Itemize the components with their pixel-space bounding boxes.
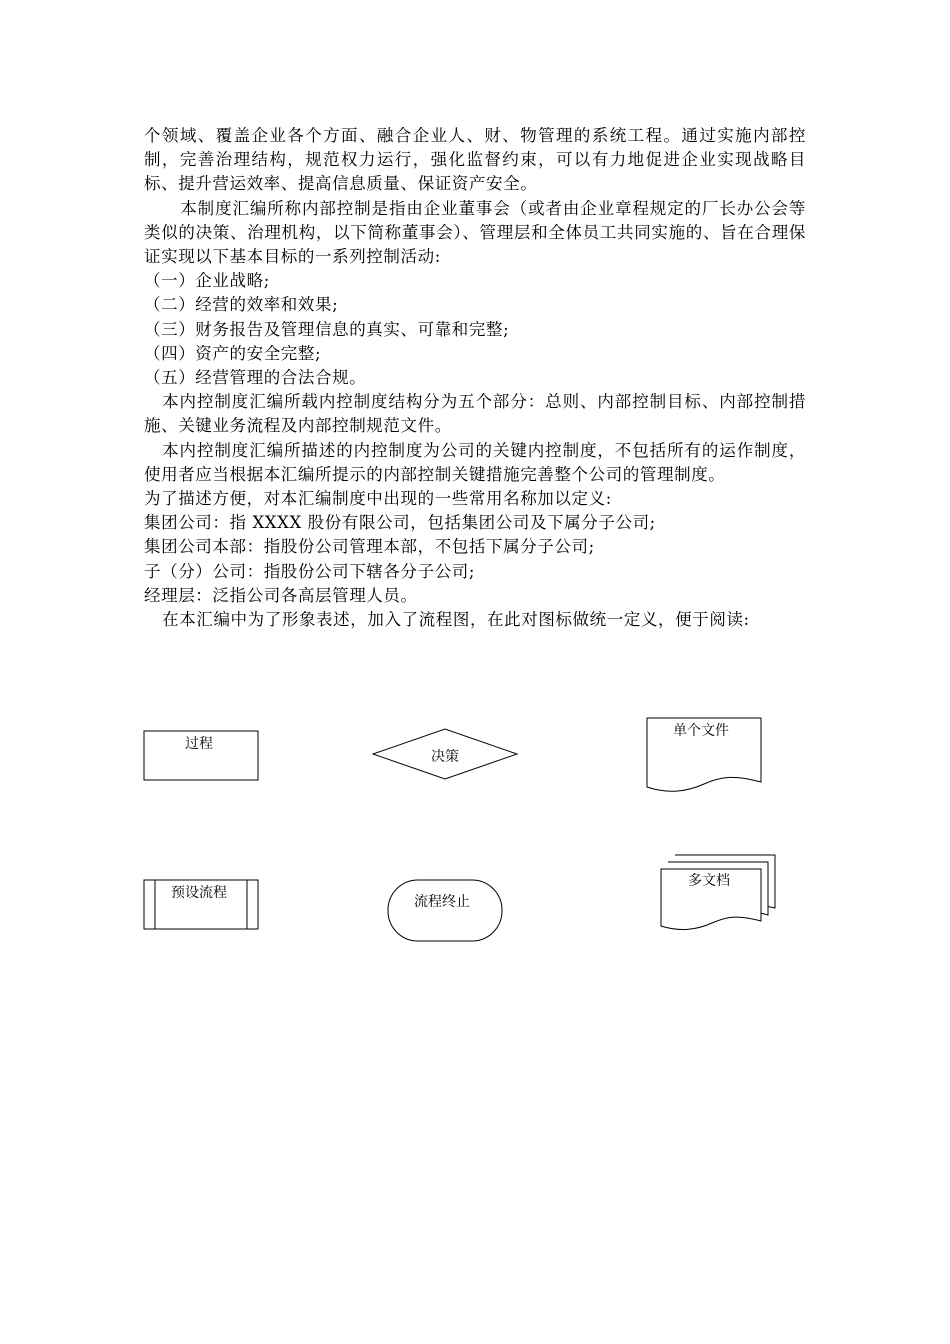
document-label: 单个文件 <box>673 723 729 739</box>
objective-4: （四）资产的安全完整; <box>144 343 322 363</box>
paragraph-structure: 本内控制度汇编所载内控制度结构分为五个部分：总则、内部控制目标、内部控制措施、关键业务流程及内部控制规范文件。 <box>144 392 806 436</box>
paragraph-flowchart-intro: 在本汇编中为了形象表述，加入了流程图，在此对图标做统一定义，便于阅读: <box>162 610 750 630</box>
paragraph-intro-cont: 个领域、覆盖企业各个方面、融合企业人、财、物管理的系统工程。通过实施内部控制，完善治理结构，规范权力运行，强化监督约束，可以有力地促进企业实现战略目标、提升营运效率、提高信息质量、保证资产安全。 <box>144 126 806 194</box>
term-group-hq: 集团公司本部：指股份公司管理本部，不包括下属分子公司; <box>144 537 595 557</box>
paragraph-terms-intro: 为了描述方便，对本汇编制度中出现的一些常用名称加以定义: <box>144 489 612 509</box>
objective-2: （二）经营的效率和效果; <box>144 295 339 315</box>
term-group-company: 集团公司：指 XXXX 股份有限公司，包括集团公司及下属分子公司; <box>144 513 656 533</box>
process-label: 过程 <box>185 736 213 752</box>
terminator-label: 流程终止 <box>414 894 470 910</box>
predefined-process-label: 预设流程 <box>171 885 227 901</box>
multi-document-label: 多文档 <box>688 873 730 889</box>
paragraph-scope: 本内控制度汇编所描述的内控制度为公司的关键内控制度，不包括所有的运作制度，使用者应当根据本汇编所提示的内部控制关键措施完善整个公司的管理制度。 <box>144 440 806 484</box>
paragraph-definition: 本制度汇编所称内部控制是指由企业董事会（或者由企业章程规定的厂长办公会等类似的决策、治理机构，以下简称董事会）、管理层和全体员工共同实施的、旨在合理保证实现以下基本目标的一系列控制活动: <box>144 198 806 267</box>
term-management: 经理层：泛指公司各高层管理人员。 <box>144 585 418 605</box>
objective-3: （三）财务报告及管理信息的真实、可靠和完整; <box>144 319 510 339</box>
term-subsidiary: 子（分）公司：指股份公司下辖各分子公司; <box>144 561 476 581</box>
decision-label: 决策 <box>431 749 459 765</box>
objective-1: （一）企业战略; <box>144 271 270 291</box>
objective-5: （五）经营管理的合法合规。 <box>144 368 367 388</box>
